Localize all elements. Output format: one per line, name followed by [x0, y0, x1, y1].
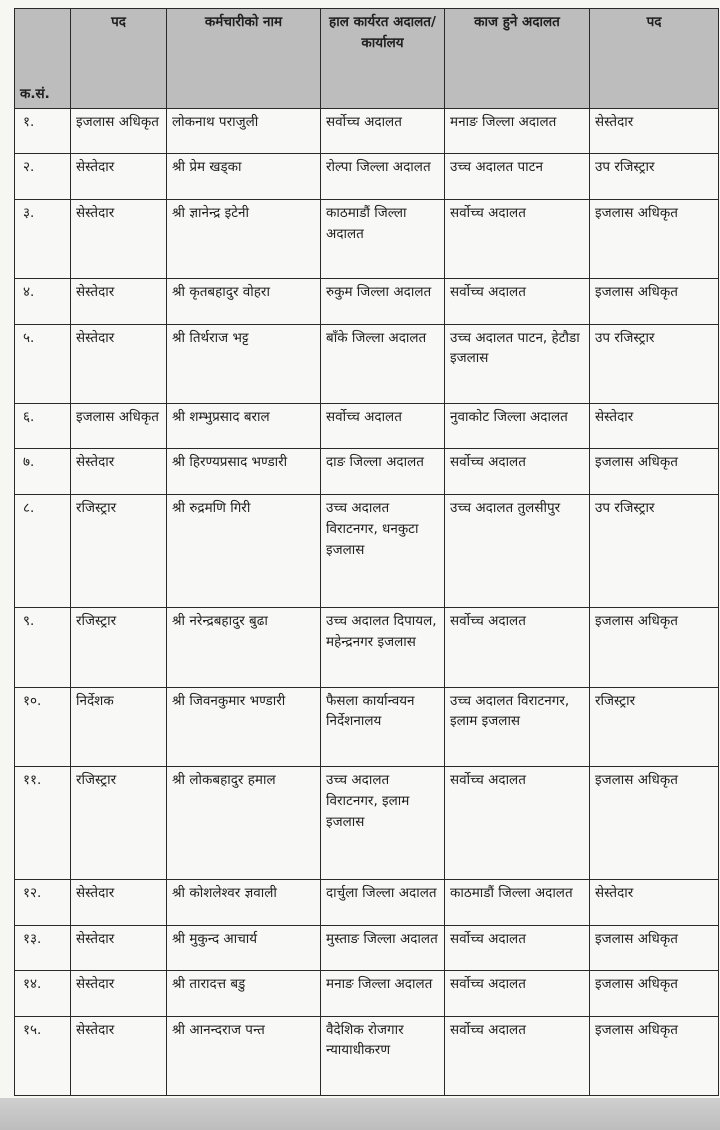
table-row: [15, 1016, 719, 1096]
cell-current-office: उच्च अदालत विराटनगर, इलाम इजलास: [321, 766, 445, 879]
cell-post: रजिस्ट्रार: [71, 766, 167, 879]
cell-employee-name: लोकनाथ पराजुली: [167, 109, 321, 154]
table-row: [15, 449, 719, 494]
cell-new-post: इजलास अधिकृत: [590, 1016, 719, 1096]
header-employee-name: कर्मचारीको नाम: [167, 9, 321, 109]
cell-employee-name: श्री आनन्दराज पन्त: [167, 1016, 321, 1096]
cell-post: सेस्तेदार: [71, 880, 167, 925]
cell-assigned-court: सर्वोच्च अदालत: [445, 199, 590, 278]
cell-post: सेस्तेदार: [71, 324, 167, 403]
cell-post: सेस्तेदार: [71, 925, 167, 970]
table-body: [15, 109, 719, 1096]
cell-serial: १.: [15, 109, 71, 154]
table-row: [15, 154, 719, 199]
cell-current-office: सर्वोच्च अदालत: [321, 403, 445, 448]
cell-post: रजिस्ट्रार: [71, 494, 167, 607]
cell-employee-name: श्री मुकुन्द आचार्य: [167, 925, 321, 970]
cell-serial: ४.: [15, 279, 71, 324]
cell-new-post: इजलास अधिकृत: [590, 971, 719, 1016]
cell-employee-name: श्री कोशलेश्वर ज्ञवाली: [167, 880, 321, 925]
table-row: [15, 494, 719, 607]
cell-current-office: दाङ जिल्ला अदालत: [321, 449, 445, 494]
cell-current-office: दार्चुला जिल्ला अदालत: [321, 880, 445, 925]
cell-post: सेस्तेदार: [71, 1016, 167, 1096]
cell-serial: १५.: [15, 1016, 71, 1096]
cell-current-office: बाँके जिल्ला अदालत: [321, 324, 445, 403]
cell-serial: ७.: [15, 449, 71, 494]
table-row: [15, 279, 719, 324]
cell-employee-name: श्री तिर्थराज भट्ट: [167, 324, 321, 403]
cell-employee-name: श्री तारादत्त बडु: [167, 971, 321, 1016]
cell-assigned-court: काठमाडौं जिल्ला अदालत: [445, 880, 590, 925]
cell-current-office: उच्च अदालत दिपायल, महेन्द्रनगर इजलास: [321, 608, 445, 687]
header-assigned-court: काज हुने अदालत: [445, 9, 590, 109]
cell-new-post: इजलास अधिकृत: [590, 766, 719, 879]
cell-assigned-court: सर्वोच्च अदालत: [445, 279, 590, 324]
cell-current-office: फैसला कार्यान्वयन निर्देशनालय: [321, 687, 445, 766]
cell-new-post: उप रजिस्ट्रार: [590, 494, 719, 607]
cell-new-post: रजिस्ट्रार: [590, 687, 719, 766]
cell-serial: १३.: [15, 925, 71, 970]
cell-serial: ११.: [15, 766, 71, 879]
cell-employee-name: श्री कृतबहादुर वोहरा: [167, 279, 321, 324]
table-row: [15, 608, 719, 687]
cell-new-post: उप रजिस्ट्रार: [590, 154, 719, 199]
cell-serial: ९.: [15, 608, 71, 687]
header-new-post: पद: [590, 9, 719, 109]
cell-employee-name: श्री प्रेम खड्का: [167, 154, 321, 199]
cell-assigned-court: उच्च अदालत पाटन, हेटौडा इजलास: [445, 324, 590, 403]
cell-new-post: उप रजिस्ट्रार: [590, 324, 719, 403]
cell-employee-name: श्री रुद्रमणि गिरी: [167, 494, 321, 607]
header-serial: क.सं.: [15, 9, 71, 109]
cell-new-post: इजलास अधिकृत: [590, 925, 719, 970]
table-row: [15, 324, 719, 403]
cell-employee-name: श्री शम्भुप्रसाद बराल: [167, 403, 321, 448]
header-post: पद: [71, 9, 167, 109]
cell-assigned-court: सर्वोच्च अदालत: [445, 971, 590, 1016]
table-row: [15, 199, 719, 278]
cell-new-post: सेस्तेदार: [590, 109, 719, 154]
cell-serial: १०.: [15, 687, 71, 766]
cell-employee-name: श्री लोकबहादुर हमाल: [167, 766, 321, 879]
table-header: [15, 9, 719, 109]
cell-current-office: उच्च अदालत विराटनगर, धनकुटा इजलास: [321, 494, 445, 607]
cell-serial: ३.: [15, 199, 71, 278]
cell-serial: १२.: [15, 880, 71, 925]
cell-new-post: इजलास अधिकृत: [590, 608, 719, 687]
cell-serial: ८.: [15, 494, 71, 607]
cell-assigned-court: सर्वोच्च अदालत: [445, 925, 590, 970]
page-bottom-edge: [0, 1098, 720, 1130]
cell-current-office: काठमाडौं जिल्ला अदालत: [321, 199, 445, 278]
cell-new-post: इजलास अधिकृत: [590, 449, 719, 494]
header-current-office: हाल कार्यरत अदालत/कार्यालय: [321, 9, 445, 109]
cell-current-office: रुकुम जिल्ला अदालत: [321, 279, 445, 324]
cell-assigned-court: सर्वोच्च अदालत: [445, 766, 590, 879]
cell-post: सेस्तेदार: [71, 199, 167, 278]
cell-assigned-court: सर्वोच्च अदालत: [445, 449, 590, 494]
cell-employee-name: श्री नरेन्द्रबहादुर बुढा: [167, 608, 321, 687]
cell-assigned-court: सर्वोच्च अदालत: [445, 608, 590, 687]
cell-post: इजलास अधिकृत: [71, 109, 167, 154]
cell-post: सेस्तेदार: [71, 154, 167, 199]
cell-serial: ६.: [15, 403, 71, 448]
cell-post: रजिस्ट्रार: [71, 608, 167, 687]
cell-assigned-court: उच्च अदालत पाटन: [445, 154, 590, 199]
cell-employee-name: श्री हिरण्यप्रसाद भण्डारी: [167, 449, 321, 494]
table-row: [15, 766, 719, 879]
cell-current-office: रोल्पा जिल्ला अदालत: [321, 154, 445, 199]
cell-assigned-court: उच्च अदालत तुलसीपुर: [445, 494, 590, 607]
cell-post: इजलास अधिकृत: [71, 403, 167, 448]
cell-assigned-court: नुवाकोट जिल्ला अदालत: [445, 403, 590, 448]
cell-post: निर्देशक: [71, 687, 167, 766]
cell-current-office: सर्वोच्च अदालत: [321, 109, 445, 154]
cell-new-post: इजलास अधिकृत: [590, 199, 719, 278]
table-row: [15, 971, 719, 1016]
table-row: [15, 403, 719, 448]
transfer-table: [14, 8, 719, 1096]
cell-serial: २.: [15, 154, 71, 199]
table-row: [15, 880, 719, 925]
cell-serial: १४.: [15, 971, 71, 1016]
cell-current-office: वैदेशिक रोजगार न्यायाधीकरण: [321, 1016, 445, 1096]
cell-new-post: सेस्तेदार: [590, 880, 719, 925]
cell-post: सेस्तेदार: [71, 971, 167, 1016]
table-row: [15, 687, 719, 766]
table-row: [15, 109, 719, 154]
cell-serial: ५.: [15, 324, 71, 403]
cell-new-post: इजलास अधिकृत: [590, 279, 719, 324]
cell-post: सेस्तेदार: [71, 449, 167, 494]
table-row: [15, 925, 719, 970]
cell-employee-name: श्री ज्ञानेन्द्र इटेनी: [167, 199, 321, 278]
cell-assigned-court: सर्वोच्च अदालत: [445, 1016, 590, 1096]
cell-assigned-court: उच्च अदालत विराटनगर, इलाम इजलास: [445, 687, 590, 766]
cell-current-office: मुस्ताङ जिल्ला अदालत: [321, 925, 445, 970]
cell-employee-name: श्री जिवनकुमार भण्डारी: [167, 687, 321, 766]
cell-new-post: सेस्तेदार: [590, 403, 719, 448]
cell-post: सेस्तेदार: [71, 279, 167, 324]
cell-assigned-court: मनाङ जिल्ला अदालत: [445, 109, 590, 154]
cell-current-office: मनाङ जिल्ला अदालत: [321, 971, 445, 1016]
